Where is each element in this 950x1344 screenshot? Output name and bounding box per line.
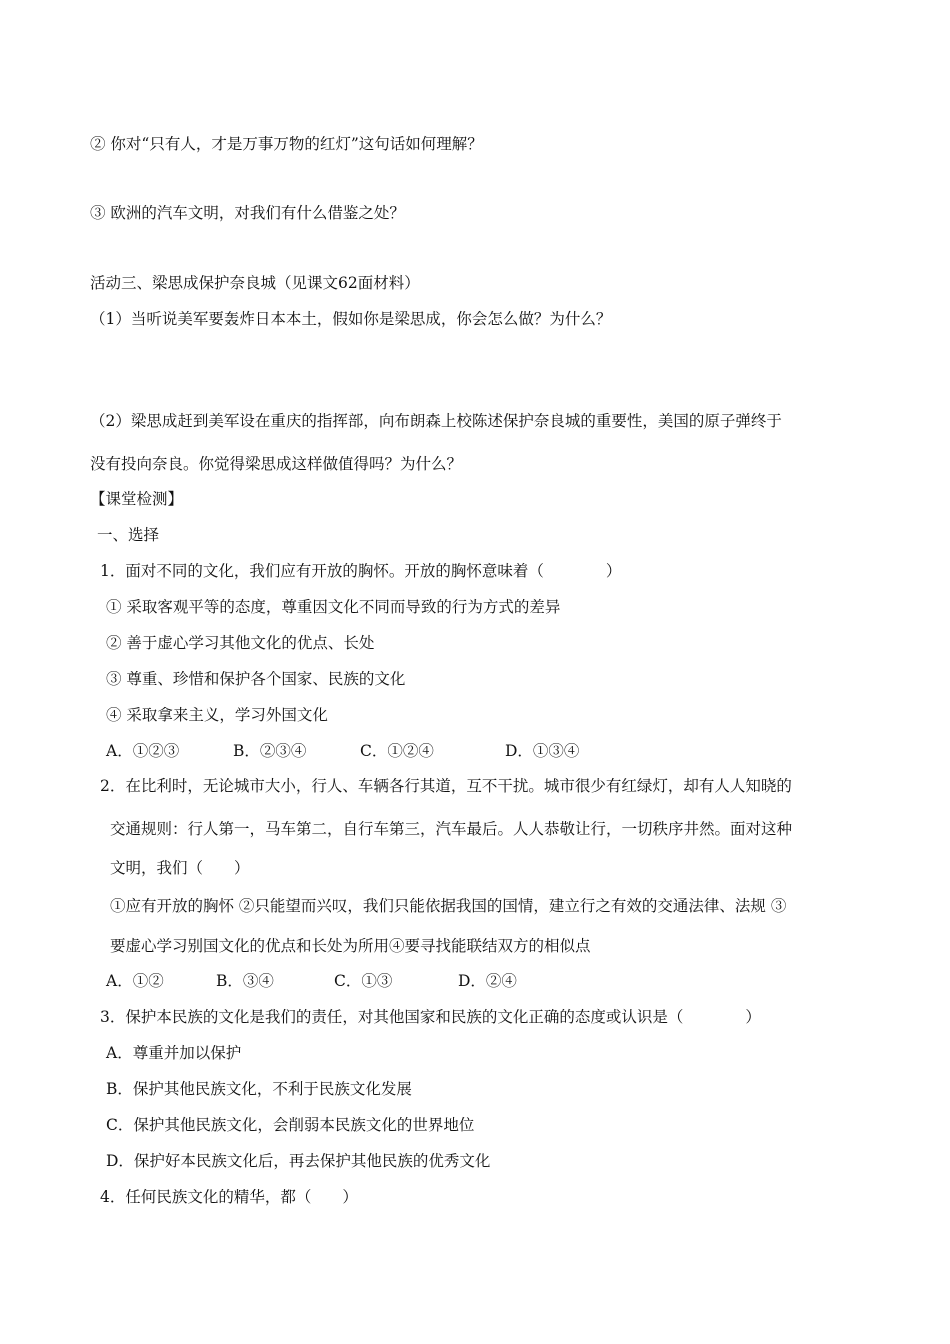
q2-stem-line3: 文明，我们（ ） (110, 859, 250, 877)
q2-items-line2: 要虚心学习别国文化的优点和长处为所用④要寻找能联结双方的相似点 (110, 937, 591, 955)
act2-q3: ③ 欧洲的汽车文明，对我们有什么借鉴之处？ (90, 204, 405, 222)
act2-q2: ② 你对“只有人，才是万事万物的红灯”这句话如何理解？ (90, 135, 483, 153)
q3-option-c: C．保护其他民族文化，会削弱本民族文化的世界地位 (106, 1116, 475, 1134)
q1-option-b: B．②③④ (233, 742, 307, 760)
section-title: 一、选择 (97, 526, 160, 544)
q1-option-a: A．①②③ (106, 742, 180, 760)
q2-options (106, 970, 517, 992)
q3-option-d: D．保护好本民族文化后，再去保护其他民族的优秀文化 (106, 1152, 491, 1170)
act3-q1: （1）当听说美军要轰炸日本本土，假如你是梁思成，你会怎么做？为什么？ (90, 310, 612, 328)
q4-stem: 4．任何民族文化的精华，都（ ） (100, 1188, 358, 1206)
q1-item-1: ① 采取客观平等的态度，尊重因文化不同而导致的行为方式的差异 (106, 598, 561, 616)
q2-stem-line1: 2．在比利时，无论城市大小，行人、车辆各行其道，互不干扰。城市很少有红绿灯，却有人人知晓的 (100, 777, 792, 795)
q1-stem: 1．面对不同的文化，我们应有开放的胸怀。开放的胸怀意味着（ ） (100, 562, 622, 580)
q1-item-2: ② 善于虚心学习其他文化的优点、长处 (106, 634, 375, 652)
q1-option-d: D．①③④ (505, 742, 580, 760)
act3-q2-line2: 没有投向奈良。你觉得梁思成这样做值得吗？为什么？ (90, 455, 463, 473)
q3-stem: 3．保护本民族的文化是我们的责任，对其他国家和民族的文化正确的态度或认识是（ ） (100, 1008, 761, 1026)
q2-items-line1: ①应有开放的胸怀 ②只能望而兴叹，我们只能依据我国的国情，建立行之有效的交通法律、法规 ③ (110, 897, 787, 915)
q3-option-b: B．保护其他民族文化，不利于民族文化发展 (106, 1080, 412, 1098)
q1-item-4: ④ 采取拿来主义，学习外国文化 (106, 706, 328, 724)
q2-option-b: B．③④ (216, 972, 274, 990)
q1-option-c: C．①②④ (360, 742, 434, 760)
act3-q2-line1: （2）梁思成赶到美军设在重庆的指挥部，向布朗森上校陈述保护奈良城的重要性，美国的原子弹终于 (90, 412, 782, 430)
q2-option-a: A．①② (106, 972, 164, 990)
act3-title: 活动三、梁思成保护奈良城（见课文62面材料） (90, 274, 420, 292)
q1-item-3: ③ 尊重、珍惜和保护各个国家、民族的文化 (106, 670, 406, 688)
check-heading: 【课堂检测】 (90, 490, 184, 508)
q1-options (106, 740, 579, 762)
q2-stem-line2: 交通规则：行人第一，马车第二，自行车第三，汽车最后。人人恭敬让行，一切秩序井然。面对这种 (110, 820, 793, 838)
q2-option-c: C．①③ (334, 972, 393, 990)
q2-option-d: D．②④ (458, 972, 517, 990)
q3-option-a: A．尊重并加以保护 (106, 1044, 242, 1062)
